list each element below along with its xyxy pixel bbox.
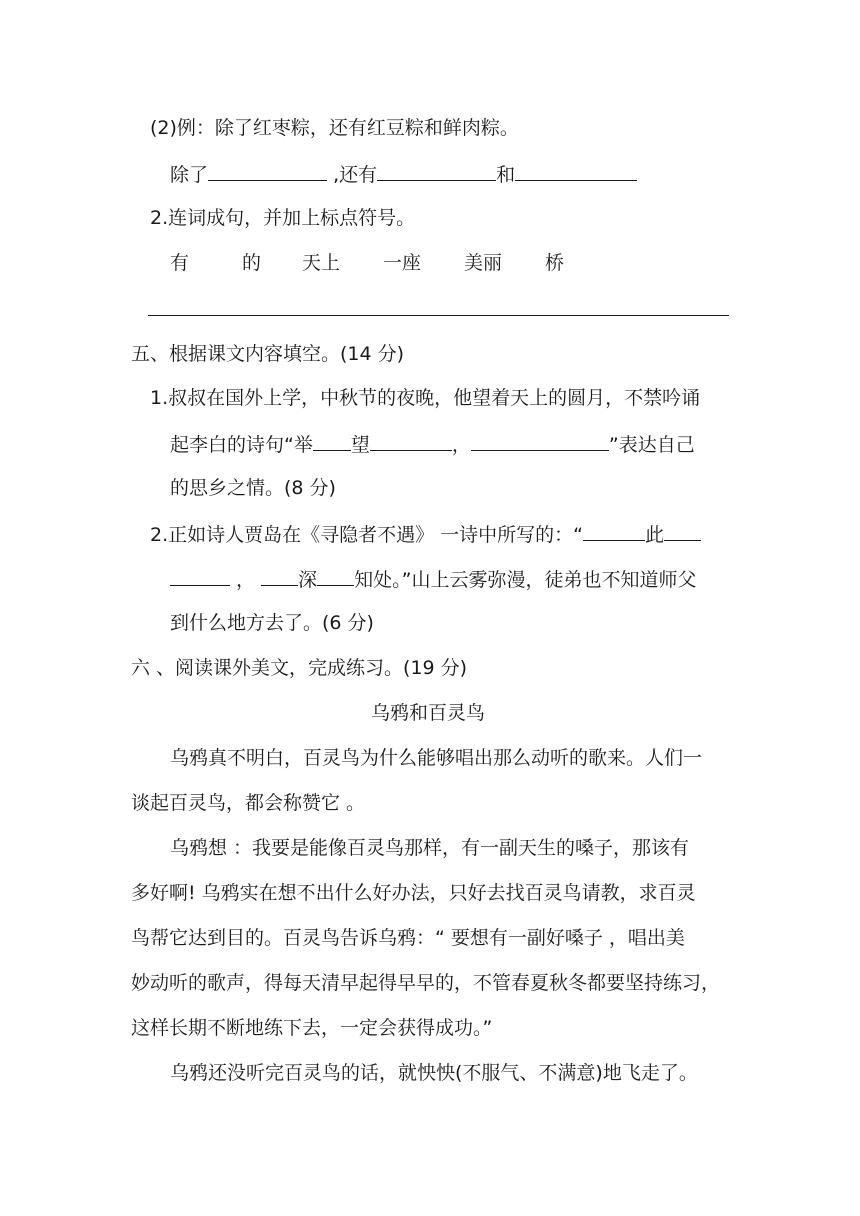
answer-blank[interactable]: [170, 565, 230, 586]
scrambled-word: 有: [170, 252, 190, 274]
story-paragraph-3-line: 乌鸦还没听完百灵鸟的话，就怏怏(不服气、不满意)地飞走了。: [170, 1062, 698, 1084]
story-paragraph-2-line: 多好啊! 乌鸦实在想不出什么好办法，只好去找百灵鸟请教，求百灵: [131, 882, 696, 904]
story-paragraph-2-line: 妙动听的歌声，得每天清早起得早早的，不管春夏秋冬都要坚持练习，: [131, 972, 721, 994]
answer-blank[interactable]: [317, 565, 354, 586]
story-paragraph-1-line: 谈起百灵鸟，都会称赞它 。: [131, 792, 366, 814]
fill-label-1: 除了: [170, 164, 209, 186]
answer-blank[interactable]: [313, 430, 351, 451]
s5-q2-text-e: 知处。”山上云雾弥漫，徒弟也不知道师父: [354, 569, 697, 591]
s5-q2-line1: [150, 520, 701, 548]
answer-blank-1[interactable]: [208, 160, 327, 181]
scrambled-word: 一座: [383, 252, 422, 274]
s5-q2-line2: [170, 565, 696, 593]
answer-blank-2[interactable]: [377, 160, 496, 181]
answer-blank-3[interactable]: [515, 160, 637, 181]
fill-label-3: 和: [496, 164, 516, 186]
scrambled-word: 美丽: [464, 252, 503, 274]
section-5-title: 五、根据课文内容填空。(14 分): [131, 343, 405, 365]
s5-q1-text-c: ，: [451, 434, 471, 456]
s5-q1-text-a: 起李白的诗句“举: [170, 434, 313, 456]
scrambled-word: 桥: [545, 252, 565, 274]
scrambled-word: 的: [242, 252, 262, 274]
section-6-title: 六 、阅读课外美文，完成练习。(19 分): [131, 657, 468, 679]
scrambled-word: 天上: [302, 252, 341, 274]
story-paragraph-2-line: 乌鸦想 ：我要是能像百灵鸟那样，有一副天生的嗓子，那该有: [170, 837, 690, 859]
s5-q1-text-b: 望: [350, 434, 370, 456]
s5-q1-text-d: ”表达自己: [608, 434, 695, 456]
answer-line[interactable]: [148, 315, 729, 316]
answer-blank[interactable]: [471, 430, 609, 451]
fill-sentence-row: [170, 160, 637, 188]
story-paragraph-2-line: 鸟帮它达到目的。百灵鸟告诉乌鸦：“ 要想有一副好嗓子 ，唱出美: [131, 927, 685, 949]
story-paragraph-1-line: 乌鸦真不明白，百灵鸟为什么能够唱出那么动听的歌来。人们一: [170, 747, 703, 769]
story-title: 乌鸦和百灵鸟: [371, 702, 486, 724]
s5-q2-text-b: 此: [645, 524, 665, 546]
s5-q2-text-a: 2.正如诗人贾岛在《寻隐者不遇》 一诗中所写的：“: [150, 524, 584, 546]
s5-q1-line3: 的思乡之情。(8 分): [170, 477, 336, 499]
s5-q1-line2: [170, 430, 695, 458]
s5-q2-text-c: ，: [236, 569, 256, 591]
story-paragraph-2-line: 这样长期不断地练下去，一定会获得成功。”: [131, 1017, 493, 1039]
answer-blank[interactable]: [370, 430, 452, 451]
s5-q2-text-d: 深: [298, 569, 318, 591]
answer-blank[interactable]: [664, 520, 701, 541]
fill-label-2: ,还有: [333, 164, 378, 186]
example-sentence-2: (2)例：除了红枣粽，还有红豆粽和鲜肉粽。: [150, 117, 519, 139]
answer-blank[interactable]: [583, 520, 645, 541]
s5-q1-line1: 1.叔叔在国外上学，中秋节的夜晚，他望着天上的圆月，不禁吟诵: [150, 387, 701, 409]
answer-blank[interactable]: [261, 565, 298, 586]
s5-q2-line3: 到什么地方去了。(6 分): [170, 612, 374, 634]
question-2-instructions: 2.连词成句，并加上标点符号。: [150, 207, 416, 229]
